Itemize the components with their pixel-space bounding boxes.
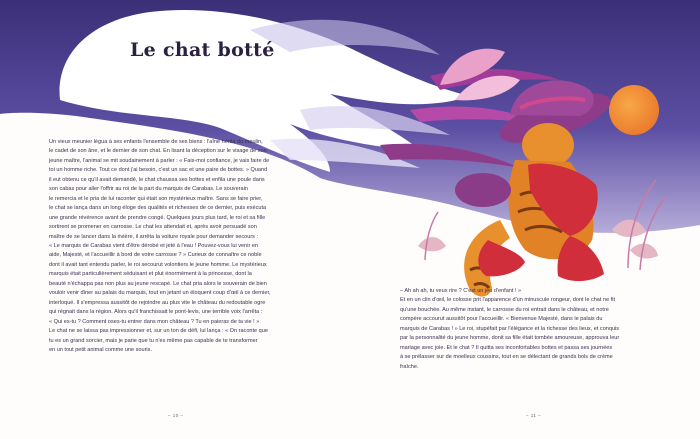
right-page-text [400, 287, 662, 372]
text-line: Le chat ne se laissa pas impressionner et, sur un ton de défi, lui lança : « On raconte que [49, 328, 268, 335]
text-line: jeune maître, l'animal se mit soudainement à parler : « Fais-moi confiance, je vais faire de [49, 157, 270, 164]
text-line: compère accourut aussitôt pour l'accueillir. « Bienvenue Majesté, dans le palais du [400, 316, 603, 323]
text-line: marquis de Carabas ! » Le roi, stupéfait par l'élégance et la richesse des lieux, et conquis [400, 325, 620, 332]
text-line: – Ah ah ah, tu veux rire ? C'est un jeu d'enfant ! » [400, 288, 522, 294]
text-line: une grande révérence avant de prendre congé. Quelques jours plus tard, le roi et sa fille [49, 214, 266, 221]
text-line: le cadet de son âne, et le dernier de son chat. En lisant la déception sur le visage de son [49, 148, 267, 155]
text-line: qu'une bouchée. Au même instant, le carrosse du roi entrait dans le château, et notre [400, 306, 609, 313]
text-line: qui régnait dans la région. Alors qu'il franchissait le pont-levis, une terrible voix l'arrêta : [49, 309, 263, 316]
text-line: « Qui es-tu ? Comment oses-tu entrer dans mon château ? Tu en paieras de ta vie ! » [49, 318, 260, 325]
page-number-left: – 10 – [168, 413, 184, 418]
text-line: il eut obtenu ce qu'il avait demandé, le chat chaussa ses bottes et enfila une poule dans [49, 176, 265, 183]
text-line: sortirent se promener en carrosse. Le chat les attendait et, après avoir persuadé son [49, 224, 257, 231]
text-line: Un vieux meunier légua à ses enfants l'ensemble de ses biens : l'aîné hérita du moulin, [49, 139, 263, 145]
sack [455, 173, 511, 207]
story-title: Le chat botté [130, 39, 275, 61]
page-number-right: – 11 – [526, 413, 542, 418]
sun [609, 85, 659, 135]
text-line: « Le marquis de Carabas vient d'être dérobé et jeté à l'eau ! Pouvez-vous lui venir en [49, 242, 259, 249]
text-line: aide, Majesté, et l'accueillir à bord de votre carrosse ? » Curieux de connaître ce noble [49, 252, 262, 259]
text-line: dont il avait tant entendu parler, le roi secourut volontiers le jeune homme. Le mystérieux [49, 261, 267, 268]
text-line: en un tout petit animal comme une souris. [49, 346, 152, 353]
text-line: son cabas pour aller l'offrir au roi de la part du marquis de Carabas. Le souverain [49, 186, 248, 193]
text-line: mariage avec joie. Et le chat ? Il quitta ses inconfortables bottes et passa ses journées [400, 344, 613, 351]
text-line: fraîche. [400, 363, 419, 370]
text-line: vouloir venir dîner au palais du marquis, tout en jetant un éloquent coup d'œil à ce dernier, [49, 290, 271, 297]
text-line: le chat se lança dans un long éloge des qualités et richesses de ce dernier, puis exécuta [49, 205, 267, 212]
text-line: marquis était particulièrement séduisant et plut énormément à la princesse, dont la [49, 271, 252, 278]
text-line: beauté n'échappa pas non plus au jeune rescapé. Le chat pria alors le souverain de bien [49, 280, 267, 287]
text-line: par la personnalité du jeune homme, donit sa fille était tombée amoureuse, approuva leur [400, 335, 620, 342]
text-line: maître de se lancer dans la rivière, il arrêta la voiture royale pour demander secours : [49, 233, 259, 240]
text-line: Et en un clin d'œil, le colosse prit l'apparence d'un minuscule rongeur, dont le chat ne fit [400, 297, 616, 304]
text-line: toi un homme riche. Tout ce dont j'ai besoin, c'est un sac et une paire de bottes. » Quand [49, 167, 268, 174]
text-line: le remercia et le pria de lui raconter qui était son mystérieux maître. Sans se faire prier, [49, 195, 263, 202]
text-line: à se prélasser sur de moelleux coussins, tout en se délectant de grands bols de crème [400, 354, 613, 361]
text-line: interloqué. Il s'empressa aussitôt de rejoindre au plus vite le château du redoutable ogre [49, 299, 266, 306]
left-page-text [49, 138, 311, 355]
text-line: tu es un grand sorcier, mais je parie que tu n'es même pas capable de te transformer [49, 337, 258, 344]
